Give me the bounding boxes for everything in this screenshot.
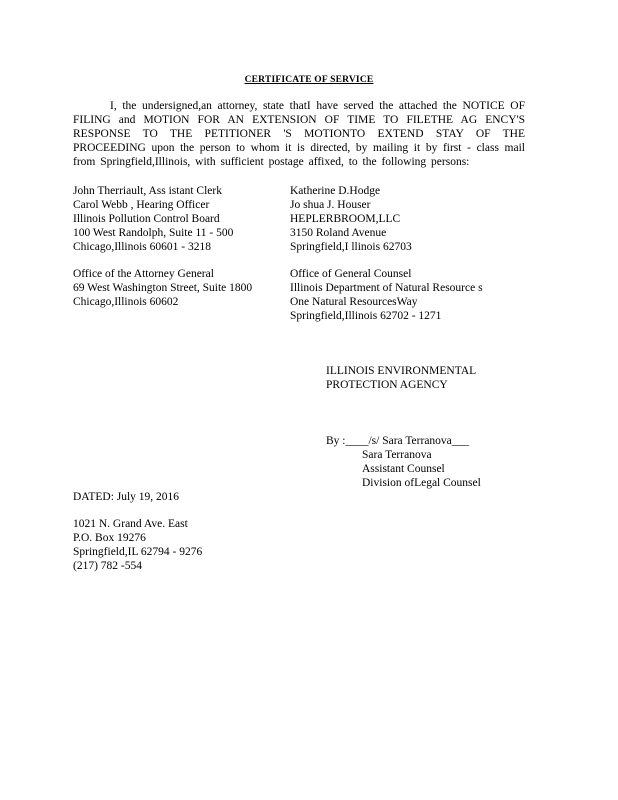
dated-line: DATED: July 19, 2016 <box>73 491 180 503</box>
agency-name <box>326 364 476 392</box>
recipient-line: Jo shua J. Houser <box>290 199 371 211</box>
recipient-line: John Therriault, Ass istant Clerk <box>73 185 222 197</box>
recipient-pollution-control-board <box>73 184 233 254</box>
phone-line: (217) 782 -554 <box>73 560 142 572</box>
recipient-line: Office of General Counsel <box>290 268 412 280</box>
intro-paragraph <box>73 99 525 169</box>
signer-division: Division ofLegal Counsel <box>362 477 481 489</box>
signature-by-line: By :____/s/ Sara Terranova___ <box>326 435 470 447</box>
address-line: Springfield,IL 62794 - 9276 <box>73 546 203 558</box>
recipient-line: One Natural ResourcesWay <box>290 296 418 308</box>
address-line: 1021 N. Grand Ave. East <box>73 518 188 530</box>
recipient-line: Katherine D.Hodge <box>290 185 381 197</box>
recipient-line: 100 West Randolph, Suite 11 - 500 <box>73 227 234 239</box>
recipient-line: 69 West Washington Street, Suite 1800 <box>73 282 253 294</box>
signature-block <box>326 434 481 490</box>
recipient-line: Office of the Attorney General <box>73 268 214 280</box>
recipient-line: HEPLERBROOM,LLC <box>290 213 401 225</box>
signer-name: Sara Terranova <box>362 449 432 461</box>
recipient-line: Springfield,I llinois 62703 <box>290 241 412 253</box>
recipient-line: Springfield,Illinois 62702 - 1271 <box>290 310 442 322</box>
document-title: CERTIFICATE OF SERVICE <box>244 75 374 85</box>
recipient-line: Carol Webb , Hearing Officer <box>73 199 210 211</box>
recipient-natural-resources <box>290 267 483 323</box>
agency-address <box>73 517 202 573</box>
recipient-line: Chicago,Illinois 60601 - 3218 <box>73 241 211 253</box>
recipient-attorney-general <box>73 267 252 309</box>
recipient-heplerbroom <box>290 184 412 254</box>
signer-role: Assistant Counsel <box>362 463 445 475</box>
intro-text: I, the undersigned,an attorney, state thatI have served the attached the NOTICE OF FILING and MOTION FOR AN EXTENSION OF TIME TO FILETHE AG ENCY'S RESPONSE TO THE PETITIONER 'S MOTIONTO EXTEND STAY OF THE PROCEEDING upon the person to whom it is directed, by mailing it by first - class mail from Springfield,Illinois, with sufficient postage affixed, to the following persons: <box>73 100 525 168</box>
recipient-line: Illinois Department of Natural Resource s <box>290 282 483 294</box>
agency-line: ILLINOIS ENVIRONMENTAL <box>326 365 477 377</box>
address-line: P.O. Box 19276 <box>73 532 146 544</box>
recipient-line: 3150 Roland Avenue <box>290 227 387 239</box>
recipient-line: Illinois Pollution Control Board <box>73 213 220 225</box>
agency-line: PROTECTION AGENCY <box>326 379 448 391</box>
recipient-line: Chicago,Illinois 60602 <box>73 296 179 308</box>
